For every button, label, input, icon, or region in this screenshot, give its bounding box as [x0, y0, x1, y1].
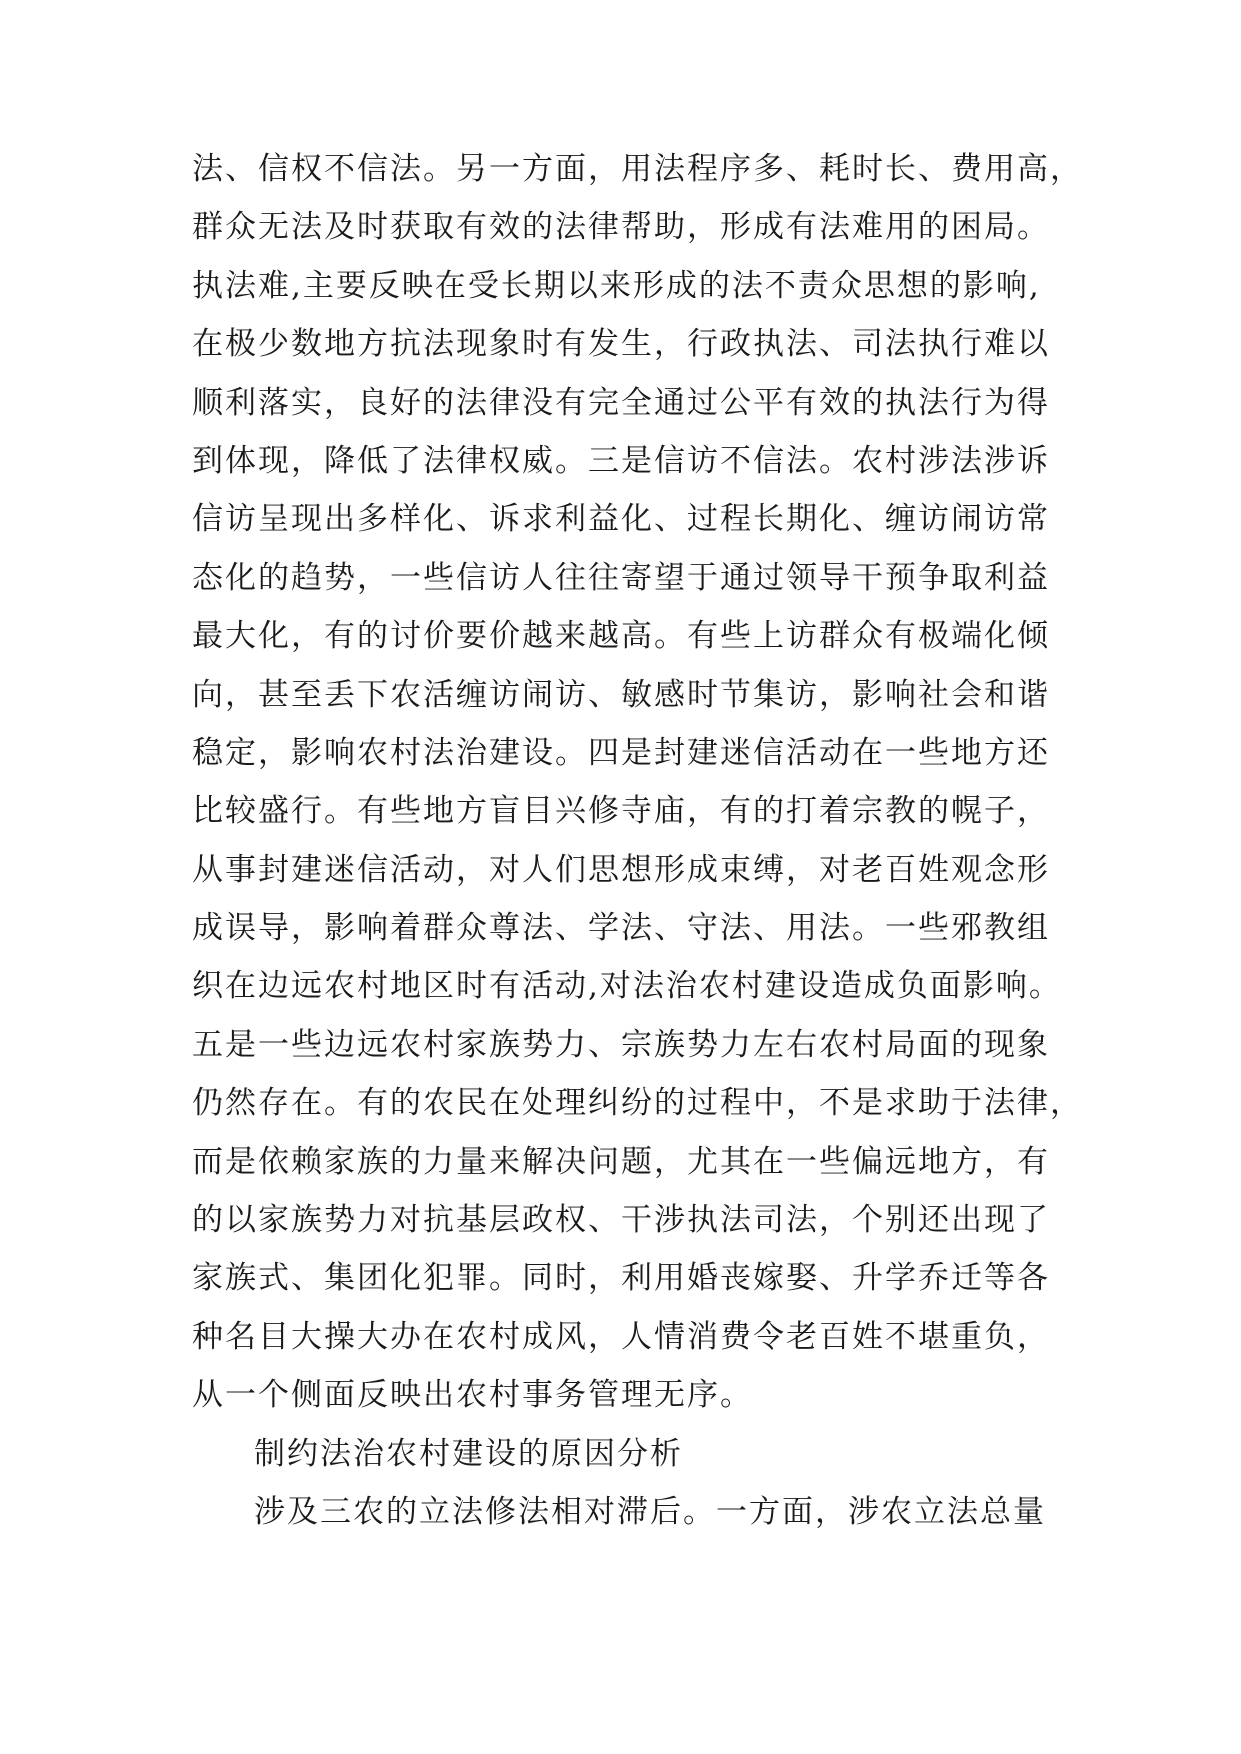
text-line: 而是依赖家族的力量来解决问题，尤其在一些偏远地方，有 — [192, 1143, 1050, 1180]
text-line: 成误导，影响着群众尊法、学法、守法、用法。一些邪教组 — [192, 910, 1050, 947]
text-line: 仍然存在。有的农民在处理纠纷的过程中，不是求助于法律， — [192, 1085, 1083, 1122]
text-line: 执法难,主要反映在受长期以来形成的法不责众思想的影响, — [192, 267, 1041, 304]
text-line: 织在边远农村地区时有活动,对法治农村建设造成负面影响。 — [192, 968, 1062, 1005]
text-line: 五是一些边远农村家族势力、宗族势力左右农村局面的现象 — [192, 1026, 1050, 1063]
text-line: 信访呈现出多样化、诉求利益化、过程长期化、缠访闹访常 — [192, 501, 1050, 538]
paragraph-start: 涉及三农的立法修法相对滞后。一方面，涉农立法总量 — [254, 1493, 1046, 1530]
text-line: 比较盛行。有些地方盲目兴修寺庙，有的打着宗教的幌子， — [192, 793, 1050, 830]
text-line: 稳定，影响农村法治建设。四是封建迷信活动在一些地方还 — [192, 734, 1050, 771]
text-line: 种名目大操大办在农村成风，人情消费令老百姓不堪重负， — [192, 1318, 1050, 1355]
text-line: 最大化，有的讨价要价越来越高。有些上访群众有极端化倾 — [192, 618, 1050, 655]
text-line: 的以家族势力对抗基层政权、干涉执法司法，个别还出现了 — [192, 1202, 1050, 1239]
text-line: 到体现，降低了法律权威。三是信访不信法。农村涉法涉诉 — [192, 442, 1050, 479]
text-line: 态化的趋势，一些信访人往往寄望于通过领导干预争取利益 — [192, 559, 1050, 596]
text-line: 家族式、集团化犯罪。同时，利用婚丧嫁娶、升学乔迁等各 — [192, 1260, 1050, 1297]
text-line: 向，甚至丢下农活缠访闹访、敏感时节集访，影响社会和谐 — [192, 676, 1050, 713]
text-line: 法、信权不信法。另一方面，用法程序多、耗时长、费用高， — [192, 151, 1083, 187]
text-line: 在极少数地方抗法现象时有发生，行政执法、司法执行难以 — [192, 326, 1050, 363]
body-text — [192, 140, 1092, 1541]
text-line: 群众无法及时获取有效的法律帮助，形成有法难用的困局。 — [192, 209, 1050, 246]
text-line: 从事封建迷信活动，对人们思想形成束缚，对老百姓观念形 — [192, 851, 1050, 888]
text-line: 从一个侧面反映出农村事务管理无序。 — [192, 1377, 753, 1414]
text-line: 顺利落实，良好的法律没有完全通过公平有效的执法行为得 — [192, 384, 1050, 421]
section-heading: 制约法治农村建设的原因分析 — [254, 1435, 683, 1472]
